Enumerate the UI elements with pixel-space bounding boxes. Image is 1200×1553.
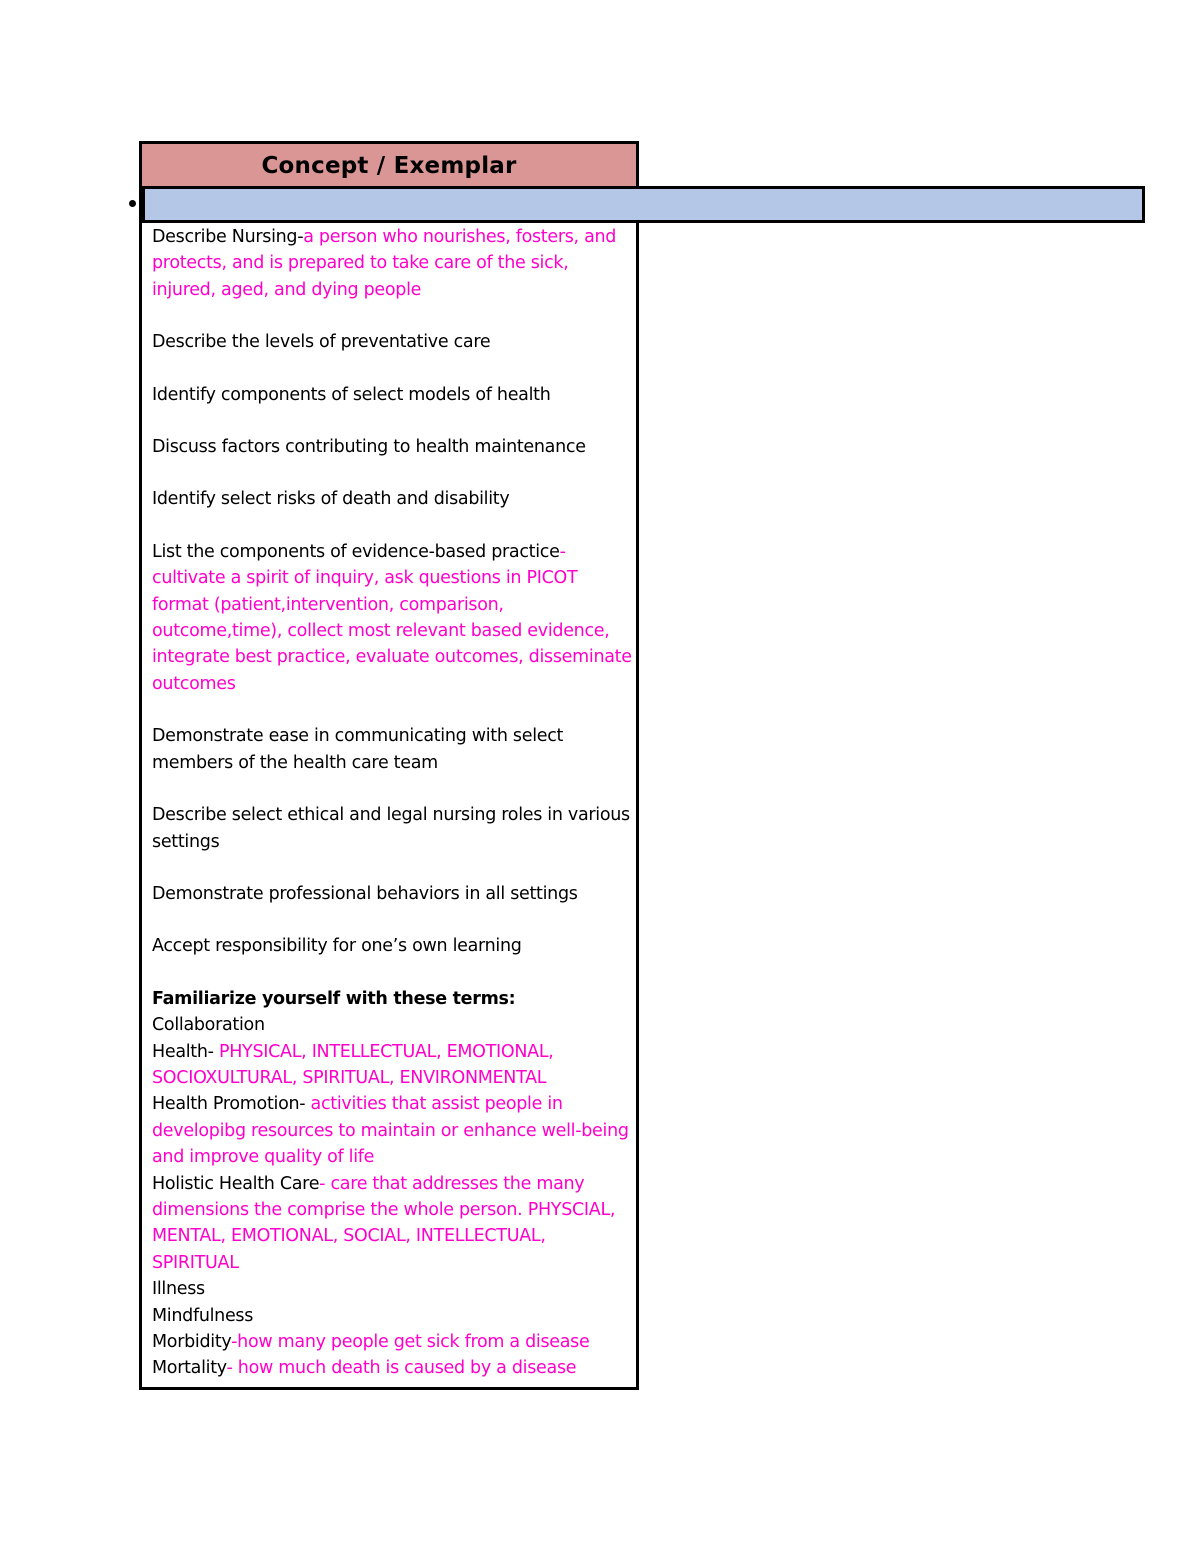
item-nursing bbox=[152, 224, 632, 303]
promotion-definition: activities that assist people in developibg resources to maintain or enhance well-being and improve quality of life bbox=[152, 1094, 629, 1168]
highlight-band bbox=[142, 186, 1145, 223]
term-holistic bbox=[152, 1171, 632, 1277]
item-professional: Demonstrate professional behaviors in all settings bbox=[152, 883, 578, 904]
item-models: Identify components of select models of health bbox=[152, 384, 551, 405]
bullet-icon bbox=[129, 200, 136, 207]
holistic-definition: - care that addresses the many dimensions the comprise the whole person. PHYSCIAL, MENTAL, EMOTIONAL, SOCIAL, INTELLECTUAL, SPIRITUAL bbox=[152, 1173, 616, 1273]
morbidity-definition: -how many people get sick from a disease bbox=[231, 1332, 590, 1352]
mortality-definition: - how much death is caused by a disease bbox=[226, 1358, 577, 1379]
term-health bbox=[152, 1039, 632, 1092]
item-maintenance: Discuss factors contributing to health maintenance bbox=[152, 437, 586, 458]
table-header bbox=[142, 144, 636, 190]
terms-heading: Familiarize yourself with these terms: bbox=[152, 988, 516, 1009]
term-mindfulness: Mindfulness bbox=[152, 1305, 254, 1326]
term-health-promotion bbox=[152, 1091, 632, 1170]
nursing-definition: a person who nourishes, fosters, and protects, and is prepared to take care of the sick, injured, aged, and dying people bbox=[152, 227, 617, 300]
health-label: Health- bbox=[152, 1041, 214, 1062]
promotion-label: Health Promotion- bbox=[152, 1094, 306, 1115]
term-illness: Illness bbox=[152, 1279, 205, 1300]
mortality-label: Mortality bbox=[152, 1358, 227, 1379]
item-communicating: Demonstrate ease in communicating with select members of the health care team bbox=[152, 726, 564, 773]
item-ebp bbox=[152, 539, 632, 697]
item-ethical: Describe select ethical and legal nursing roles in various settings bbox=[152, 805, 630, 852]
table-content bbox=[152, 224, 632, 1382]
nursing-label: Describe Nursing- bbox=[152, 227, 304, 247]
term-mortality bbox=[152, 1355, 632, 1381]
holistic-label: Holistic Health Care bbox=[152, 1173, 320, 1194]
table-header-title: Concept / Exemplar bbox=[261, 153, 517, 179]
ebp-label: List the components of evidence-based practice bbox=[152, 541, 560, 562]
ebp-dash: - bbox=[559, 541, 566, 562]
term-collaboration: Collaboration bbox=[152, 1015, 265, 1036]
health-definition: PHYSICAL, INTELLECTUAL, EMOTIONAL, SOCIOXULTURAL, SPIRITUAL, ENVIRONMENTAL bbox=[152, 1041, 554, 1088]
term-morbidity bbox=[152, 1329, 632, 1355]
morbidity-label: Morbidity bbox=[152, 1332, 232, 1352]
item-risks: Identify select risks of death and disability bbox=[152, 489, 510, 510]
ebp-definition: cultivate a spirit of inquiry, ask questions in PICOT format (patient,intervention, comparison, outcome,time), collect most relevant based evidence, integrate best practice, evaluate outcomes, disseminate outcomes bbox=[152, 568, 632, 694]
item-responsibility: Accept responsibility for one’s own learning bbox=[152, 936, 522, 957]
item-preventative: Describe the levels of preventative care bbox=[152, 332, 491, 353]
